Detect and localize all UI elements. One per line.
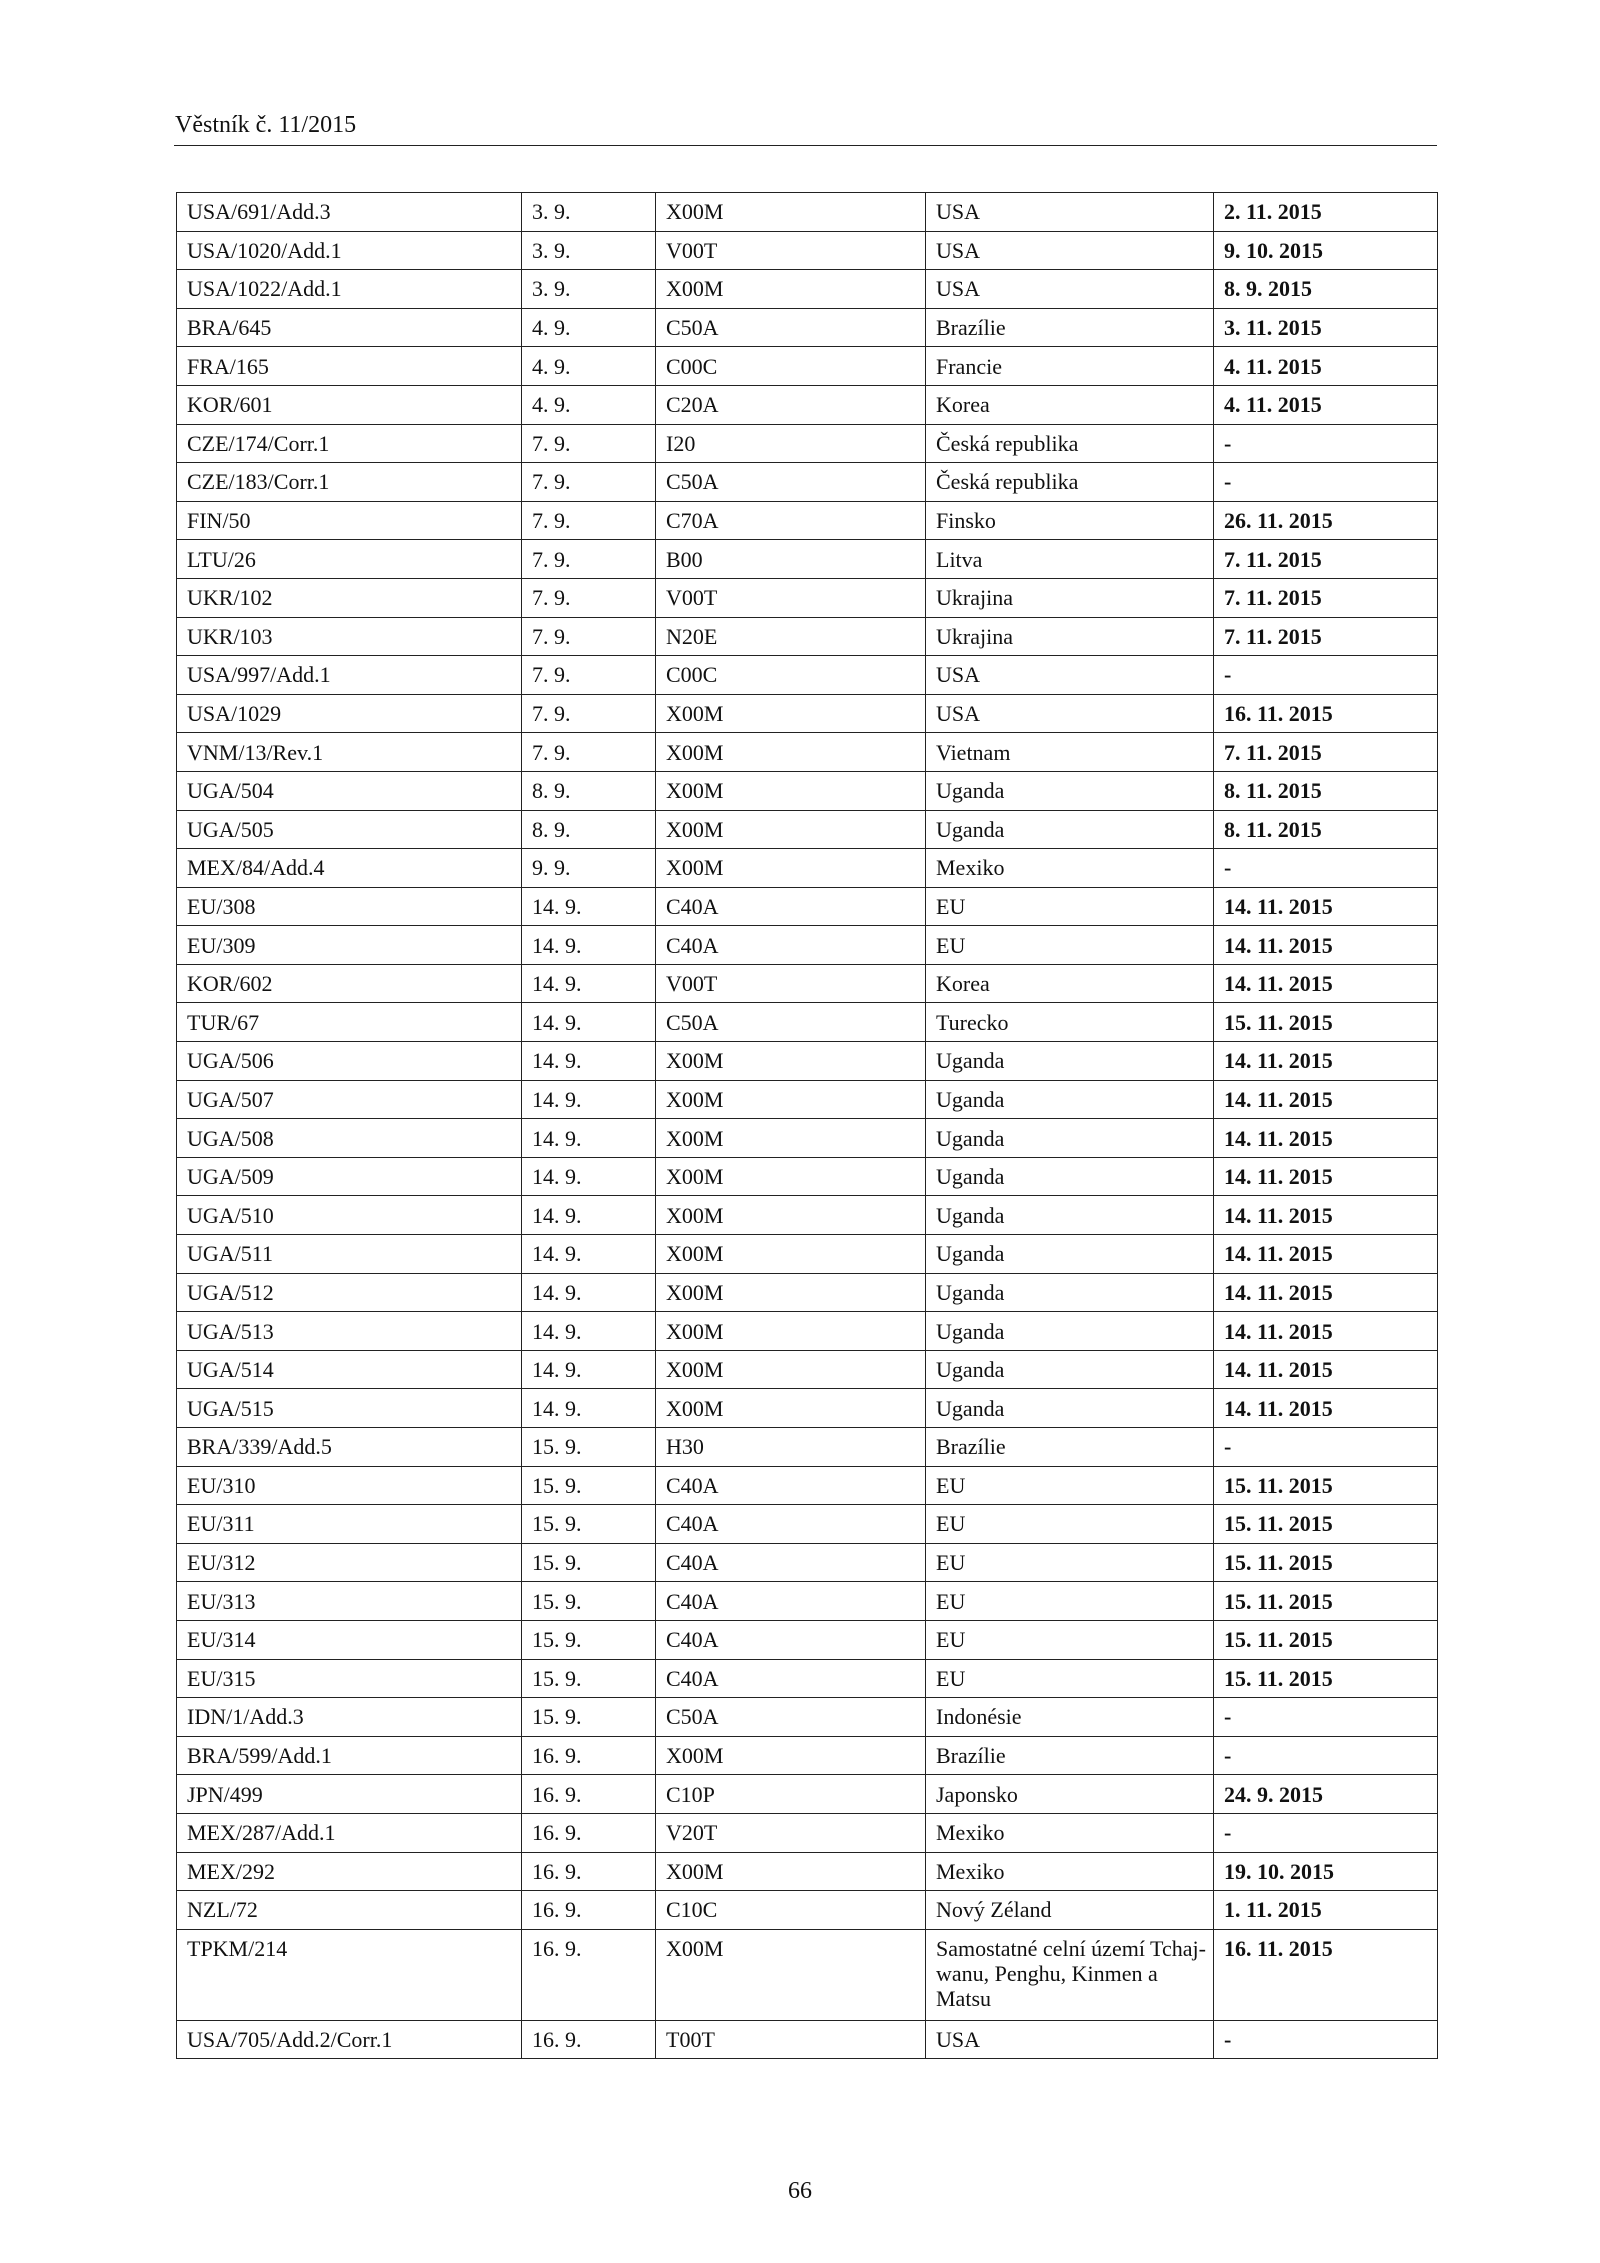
date-cell: 14. 9. <box>522 926 656 965</box>
document-code-cell: KOR/602 <box>177 964 522 1003</box>
date-cell: 16. 9. <box>522 1929 656 2020</box>
document-code-cell: UKR/102 <box>177 578 522 617</box>
document-code-cell: UGA/515 <box>177 1389 522 1428</box>
table-row <box>177 964 1438 1003</box>
ics-code-cell: C70A <box>656 501 926 540</box>
date-cell: 4. 9. <box>522 308 656 347</box>
ics-code-cell: X00M <box>656 1235 926 1274</box>
country-cell: Uganda <box>926 1273 1214 1312</box>
document-code-cell: JPN/499 <box>177 1775 522 1814</box>
ics-code-cell: C40A <box>656 1659 926 1698</box>
ics-code-cell: X00M <box>656 1119 926 1158</box>
ics-code-cell: X00M <box>656 733 926 772</box>
date-cell: 16. 9. <box>522 1775 656 1814</box>
deadline-cell: 26. 11. 2015 <box>1214 501 1438 540</box>
document-code-cell: USA/1022/Add.1 <box>177 270 522 309</box>
deadline-cell: 7. 11. 2015 <box>1214 733 1438 772</box>
date-cell: 15. 9. <box>522 1543 656 1582</box>
table-row <box>177 1080 1438 1119</box>
country-cell: Uganda <box>926 1157 1214 1196</box>
date-cell: 8. 9. <box>522 771 656 810</box>
ics-code-cell: C40A <box>656 887 926 926</box>
ics-code-cell: X00M <box>656 1273 926 1312</box>
date-cell: 14. 9. <box>522 1080 656 1119</box>
date-cell: 14. 9. <box>522 1350 656 1389</box>
ics-code-cell: I20 <box>656 424 926 463</box>
deadline-cell: 7. 11. 2015 <box>1214 617 1438 656</box>
deadline-cell: 14. 11. 2015 <box>1214 1235 1438 1274</box>
table-body <box>177 193 1438 2059</box>
deadline-cell: 8. 9. 2015 <box>1214 270 1438 309</box>
ics-code-cell: X00M <box>656 1312 926 1351</box>
country-cell: Uganda <box>926 1312 1214 1351</box>
date-cell: 7. 9. <box>522 694 656 733</box>
country-cell: Mexiko <box>926 1852 1214 1891</box>
document-code-cell: VNM/13/Rev.1 <box>177 733 522 772</box>
document-code-cell: MEX/84/Add.4 <box>177 849 522 888</box>
country-cell: Korea <box>926 385 1214 424</box>
country-cell: Uganda <box>926 1080 1214 1119</box>
deadline-cell: 8. 11. 2015 <box>1214 810 1438 849</box>
country-cell: Korea <box>926 964 1214 1003</box>
ics-code-cell: X00M <box>656 1929 926 2020</box>
table-row <box>177 385 1438 424</box>
date-cell: 7. 9. <box>522 578 656 617</box>
deadline-cell: 24. 9. 2015 <box>1214 1775 1438 1814</box>
table-row <box>177 1891 1438 1930</box>
date-cell: 7. 9. <box>522 656 656 695</box>
ics-code-cell: H30 <box>656 1428 926 1467</box>
deadline-cell: 2. 11. 2015 <box>1214 193 1438 232</box>
date-cell: 7. 9. <box>522 463 656 502</box>
document-code-cell: BRA/645 <box>177 308 522 347</box>
page-number: 66 <box>788 2178 812 2204</box>
deadline-cell: 15. 11. 2015 <box>1214 1466 1438 1505</box>
table-row <box>177 1157 1438 1196</box>
date-cell: 7. 9. <box>522 617 656 656</box>
deadline-cell: 14. 11. 2015 <box>1214 1196 1438 1235</box>
date-cell: 4. 9. <box>522 347 656 386</box>
country-cell: Indonésie <box>926 1698 1214 1737</box>
document-code-cell: UGA/509 <box>177 1157 522 1196</box>
country-cell: Japonsko <box>926 1775 1214 1814</box>
deadline-cell: 14. 11. 2015 <box>1214 1080 1438 1119</box>
table-row <box>177 270 1438 309</box>
date-cell: 16. 9. <box>522 1736 656 1775</box>
document-code-cell: BRA/599/Add.1 <box>177 1736 522 1775</box>
date-cell: 14. 9. <box>522 1119 656 1158</box>
deadline-cell: 15. 11. 2015 <box>1214 1505 1438 1544</box>
date-cell: 16. 9. <box>522 1852 656 1891</box>
table-row <box>177 1620 1438 1659</box>
country-cell: EU <box>926 887 1214 926</box>
ics-code-cell: C50A <box>656 1698 926 1737</box>
country-cell: Ukrajina <box>926 578 1214 617</box>
table-row <box>177 1505 1438 1544</box>
document-code-cell: USA/691/Add.3 <box>177 193 522 232</box>
ics-code-cell: X00M <box>656 1736 926 1775</box>
deadline-cell: - <box>1214 849 1438 888</box>
deadline-cell: 19. 10. 2015 <box>1214 1852 1438 1891</box>
ics-code-cell: C50A <box>656 308 926 347</box>
country-cell: Mexiko <box>926 1813 1214 1852</box>
table-row <box>177 810 1438 849</box>
document-code-cell: UGA/505 <box>177 810 522 849</box>
country-cell: EU <box>926 1505 1214 1544</box>
ics-code-cell: X00M <box>656 1042 926 1081</box>
document-code-cell: LTU/26 <box>177 540 522 579</box>
ics-code-cell: C00C <box>656 347 926 386</box>
date-cell: 15. 9. <box>522 1620 656 1659</box>
table-row <box>177 849 1438 888</box>
country-cell: Brazílie <box>926 1428 1214 1467</box>
country-cell: Uganda <box>926 1389 1214 1428</box>
ics-code-cell: X00M <box>656 1389 926 1428</box>
country-cell: EU <box>926 1659 1214 1698</box>
date-cell: 16. 9. <box>522 2020 656 2059</box>
document-code-cell: USA/1020/Add.1 <box>177 231 522 270</box>
table-row <box>177 656 1438 695</box>
document-code-cell: USA/997/Add.1 <box>177 656 522 695</box>
date-cell: 7. 9. <box>522 540 656 579</box>
ics-code-cell: B00 <box>656 540 926 579</box>
date-cell: 14. 9. <box>522 887 656 926</box>
ics-code-cell: V20T <box>656 1813 926 1852</box>
country-cell: Uganda <box>926 1042 1214 1081</box>
document-code-cell: EU/312 <box>177 1543 522 1582</box>
table-row <box>177 193 1438 232</box>
country-cell: Vietnam <box>926 733 1214 772</box>
table-row <box>177 1350 1438 1389</box>
deadline-cell: - <box>1214 1698 1438 1737</box>
country-cell: Uganda <box>926 771 1214 810</box>
country-cell: EU <box>926 1582 1214 1621</box>
document-code-cell: CZE/183/Corr.1 <box>177 463 522 502</box>
table-row <box>177 424 1438 463</box>
deadline-cell: 14. 11. 2015 <box>1214 1157 1438 1196</box>
table-row <box>177 1775 1438 1814</box>
table-row <box>177 617 1438 656</box>
ics-code-cell: X00M <box>656 193 926 232</box>
country-cell: USA <box>926 2020 1214 2059</box>
table-row <box>177 1312 1438 1351</box>
country-cell: EU <box>926 1466 1214 1505</box>
deadline-cell: 15. 11. 2015 <box>1214 1620 1438 1659</box>
ics-code-cell: C00C <box>656 656 926 695</box>
document-code-cell: FIN/50 <box>177 501 522 540</box>
deadline-cell: 7. 11. 2015 <box>1214 578 1438 617</box>
table-row <box>177 1659 1438 1698</box>
document-code-cell: EU/314 <box>177 1620 522 1659</box>
table-row <box>177 1929 1438 2020</box>
deadline-cell: 15. 11. 2015 <box>1214 1582 1438 1621</box>
deadline-cell: 3. 11. 2015 <box>1214 308 1438 347</box>
ics-code-cell: X00M <box>656 1350 926 1389</box>
date-cell: 16. 9. <box>522 1813 656 1852</box>
document-code-cell: KOR/601 <box>177 385 522 424</box>
country-cell: Uganda <box>926 1350 1214 1389</box>
deadline-cell: 14. 11. 2015 <box>1214 1273 1438 1312</box>
date-cell: 14. 9. <box>522 1273 656 1312</box>
table-row <box>177 308 1438 347</box>
document-code-cell: UGA/510 <box>177 1196 522 1235</box>
table-row <box>177 1042 1438 1081</box>
document-code-cell: UGA/508 <box>177 1119 522 1158</box>
date-cell: 14. 9. <box>522 1312 656 1351</box>
table-row <box>177 887 1438 926</box>
ics-code-cell: C40A <box>656 1466 926 1505</box>
ics-code-cell: C50A <box>656 1003 926 1042</box>
country-cell: EU <box>926 926 1214 965</box>
ics-code-cell: X00M <box>656 1196 926 1235</box>
table-row <box>177 1428 1438 1467</box>
table-row <box>177 926 1438 965</box>
table-row <box>177 347 1438 386</box>
date-cell: 15. 9. <box>522 1428 656 1467</box>
page-header <box>174 112 1437 146</box>
table-row <box>177 231 1438 270</box>
document-code-cell: EU/309 <box>177 926 522 965</box>
deadline-cell: 14. 11. 2015 <box>1214 1119 1438 1158</box>
table-row <box>177 1543 1438 1582</box>
table-row <box>177 1273 1438 1312</box>
document-code-cell: EU/310 <box>177 1466 522 1505</box>
date-cell: 14. 9. <box>522 1003 656 1042</box>
table-row <box>177 1196 1438 1235</box>
deadline-cell: 16. 11. 2015 <box>1214 694 1438 733</box>
ics-code-cell: X00M <box>656 1852 926 1891</box>
bulletin-title: Věstník č. 11/2015 <box>175 112 357 138</box>
country-cell: Litva <box>926 540 1214 579</box>
document-code-cell: UGA/512 <box>177 1273 522 1312</box>
table-row <box>177 1003 1438 1042</box>
table-row <box>177 1235 1438 1274</box>
country-cell: Brazílie <box>926 308 1214 347</box>
document-code-cell: UGA/504 <box>177 771 522 810</box>
ics-code-cell: C40A <box>656 1620 926 1659</box>
document-code-cell: MEX/292 <box>177 1852 522 1891</box>
date-cell: 14. 9. <box>522 1389 656 1428</box>
document-code-cell: UKR/103 <box>177 617 522 656</box>
table-row <box>177 1813 1438 1852</box>
table-row <box>177 1389 1438 1428</box>
country-cell: Finsko <box>926 501 1214 540</box>
document-code-cell: USA/705/Add.2/Corr.1 <box>177 2020 522 2059</box>
country-cell: USA <box>926 694 1214 733</box>
deadline-cell: 8. 11. 2015 <box>1214 771 1438 810</box>
country-cell: Česká republika <box>926 463 1214 502</box>
country-cell: Uganda <box>926 1235 1214 1274</box>
deadline-cell: 15. 11. 2015 <box>1214 1659 1438 1698</box>
date-cell: 7. 9. <box>522 733 656 772</box>
date-cell: 3. 9. <box>522 231 656 270</box>
date-cell: 7. 9. <box>522 501 656 540</box>
table-row <box>177 1466 1438 1505</box>
table-row <box>177 578 1438 617</box>
date-cell: 7. 9. <box>522 424 656 463</box>
country-cell: USA <box>926 231 1214 270</box>
document-code-cell: EU/313 <box>177 1582 522 1621</box>
deadline-cell: - <box>1214 1736 1438 1775</box>
document-code-cell: EU/308 <box>177 887 522 926</box>
country-cell: Turecko <box>926 1003 1214 1042</box>
country-cell: USA <box>926 193 1214 232</box>
document-code-cell: NZL/72 <box>177 1891 522 1930</box>
ics-code-cell: X00M <box>656 849 926 888</box>
table-row <box>177 463 1438 502</box>
notification-table <box>176 192 1438 2059</box>
date-cell: 14. 9. <box>522 964 656 1003</box>
table-row <box>177 540 1438 579</box>
date-cell: 3. 9. <box>522 270 656 309</box>
deadline-cell: 14. 11. 2015 <box>1214 1350 1438 1389</box>
date-cell: 15. 9. <box>522 1659 656 1698</box>
table-row <box>177 501 1438 540</box>
ics-code-cell: V00T <box>656 578 926 617</box>
document-code-cell: UGA/513 <box>177 1312 522 1351</box>
document-code-cell: UGA/507 <box>177 1080 522 1119</box>
deadline-cell: 4. 11. 2015 <box>1214 385 1438 424</box>
date-cell: 15. 9. <box>522 1698 656 1737</box>
table-row <box>177 1736 1438 1775</box>
deadline-cell: 1. 11. 2015 <box>1214 1891 1438 1930</box>
country-cell: Mexiko <box>926 849 1214 888</box>
date-cell: 4. 9. <box>522 385 656 424</box>
document-code-cell: BRA/339/Add.5 <box>177 1428 522 1467</box>
country-cell: EU <box>926 1543 1214 1582</box>
table-row <box>177 694 1438 733</box>
document-code-cell: TUR/67 <box>177 1003 522 1042</box>
ics-code-cell: C10P <box>656 1775 926 1814</box>
country-cell: Česká republika <box>926 424 1214 463</box>
table-row <box>177 1582 1438 1621</box>
document-code-cell: MEX/287/Add.1 <box>177 1813 522 1852</box>
country-cell: Uganda <box>926 1119 1214 1158</box>
country-cell: USA <box>926 656 1214 695</box>
ics-code-cell: C40A <box>656 1505 926 1544</box>
ics-code-cell: C40A <box>656 1543 926 1582</box>
date-cell: 9. 9. <box>522 849 656 888</box>
document-code-cell: FRA/165 <box>177 347 522 386</box>
deadline-cell: 15. 11. 2015 <box>1214 1003 1438 1042</box>
deadline-cell: 16. 11. 2015 <box>1214 1929 1438 2020</box>
deadline-cell: - <box>1214 424 1438 463</box>
ics-code-cell: X00M <box>656 270 926 309</box>
date-cell: 8. 9. <box>522 810 656 849</box>
table-row <box>177 771 1438 810</box>
deadline-cell: 15. 11. 2015 <box>1214 1543 1438 1582</box>
country-cell: Nový Zéland <box>926 1891 1214 1930</box>
deadline-cell: - <box>1214 2020 1438 2059</box>
deadline-cell: 7. 11. 2015 <box>1214 540 1438 579</box>
ics-code-cell: C50A <box>656 463 926 502</box>
date-cell: 15. 9. <box>522 1466 656 1505</box>
ics-code-cell: C40A <box>656 1582 926 1621</box>
document-code-cell: UGA/511 <box>177 1235 522 1274</box>
deadline-cell: - <box>1214 1813 1438 1852</box>
table-row <box>177 1698 1438 1737</box>
ics-code-cell: C40A <box>656 926 926 965</box>
country-cell: Uganda <box>926 810 1214 849</box>
table-row <box>177 733 1438 772</box>
date-cell: 15. 9. <box>522 1505 656 1544</box>
date-cell: 16. 9. <box>522 1891 656 1930</box>
country-cell: EU <box>926 1620 1214 1659</box>
deadline-cell: - <box>1214 656 1438 695</box>
document-code-cell: TPKM/214 <box>177 1929 522 2020</box>
deadline-cell: 9. 10. 2015 <box>1214 231 1438 270</box>
deadline-cell: 14. 11. 2015 <box>1214 1042 1438 1081</box>
deadline-cell: 14. 11. 2015 <box>1214 887 1438 926</box>
ics-code-cell: X00M <box>656 1080 926 1119</box>
date-cell: 14. 9. <box>522 1235 656 1274</box>
ics-code-cell: X00M <box>656 1157 926 1196</box>
ics-code-cell: X00M <box>656 771 926 810</box>
date-cell: 14. 9. <box>522 1196 656 1235</box>
document-code-cell: EU/311 <box>177 1505 522 1544</box>
country-cell: USA <box>926 270 1214 309</box>
ics-code-cell: C20A <box>656 385 926 424</box>
date-cell: 15. 9. <box>522 1582 656 1621</box>
country-cell: Brazílie <box>926 1736 1214 1775</box>
table-row <box>177 2020 1438 2059</box>
ics-code-cell: N20E <box>656 617 926 656</box>
country-cell: Ukrajina <box>926 617 1214 656</box>
deadline-cell: 14. 11. 2015 <box>1214 1312 1438 1351</box>
country-cell: Uganda <box>926 1196 1214 1235</box>
table-row <box>177 1852 1438 1891</box>
document-code-cell: UGA/514 <box>177 1350 522 1389</box>
deadline-cell: 4. 11. 2015 <box>1214 347 1438 386</box>
document-code-cell: CZE/174/Corr.1 <box>177 424 522 463</box>
date-cell: 14. 9. <box>522 1157 656 1196</box>
ics-code-cell: X00M <box>656 810 926 849</box>
document-code-cell: USA/1029 <box>177 694 522 733</box>
date-cell: 14. 9. <box>522 1042 656 1081</box>
table-row <box>177 1119 1438 1158</box>
date-cell: 3. 9. <box>522 193 656 232</box>
document-code-cell: EU/315 <box>177 1659 522 1698</box>
deadline-cell: - <box>1214 1428 1438 1467</box>
country-cell: Samostatné celní území Tchaj-wanu, Penghu, Kinmen a Matsu <box>926 1929 1214 2020</box>
ics-code-cell: C10C <box>656 1891 926 1930</box>
ics-code-cell: T00T <box>656 2020 926 2059</box>
ics-code-cell: X00M <box>656 694 926 733</box>
ics-code-cell: V00T <box>656 231 926 270</box>
deadline-cell: 14. 11. 2015 <box>1214 926 1438 965</box>
deadline-cell: - <box>1214 463 1438 502</box>
deadline-cell: 14. 11. 2015 <box>1214 1389 1438 1428</box>
document-code-cell: UGA/506 <box>177 1042 522 1081</box>
document-code-cell: IDN/1/Add.3 <box>177 1698 522 1737</box>
country-cell: Francie <box>926 347 1214 386</box>
deadline-cell: 14. 11. 2015 <box>1214 964 1438 1003</box>
ics-code-cell: V00T <box>656 964 926 1003</box>
